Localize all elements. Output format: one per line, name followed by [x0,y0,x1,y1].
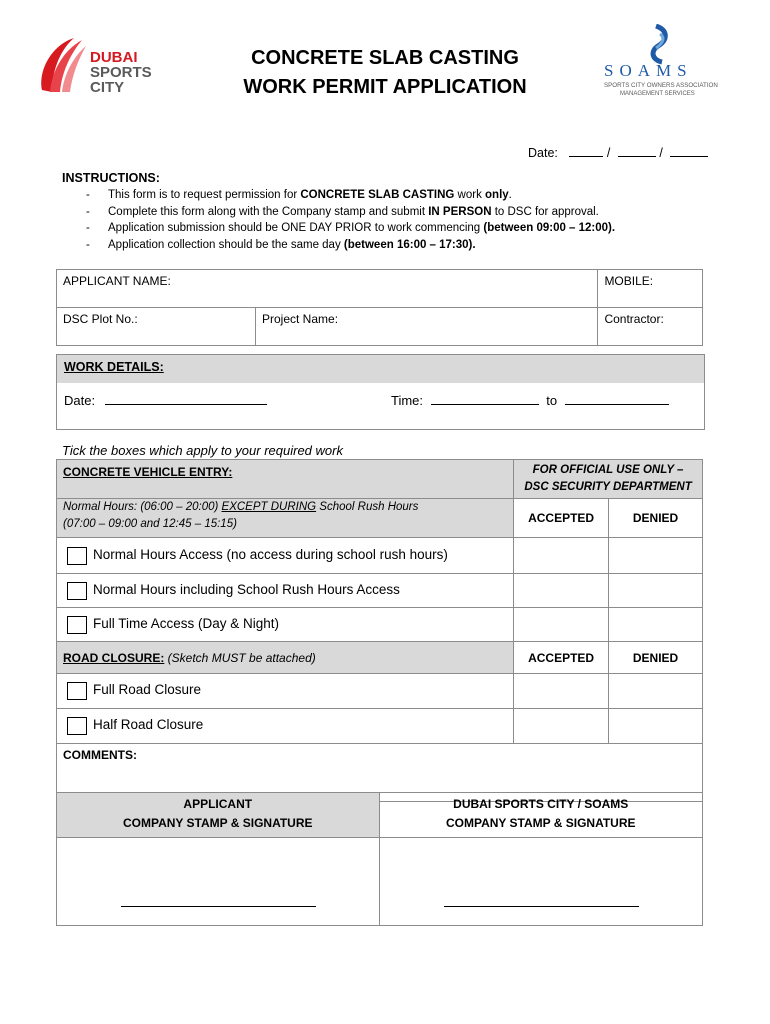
road-denied-header: DENIED [609,642,703,674]
date-year-field[interactable] [670,144,708,157]
denied-cell[interactable] [609,608,703,642]
work-details-box [56,354,705,430]
application-date: Date: / / [528,144,708,160]
time-from-field[interactable] [431,392,539,405]
project-name-field[interactable]: Project Name: [256,308,598,346]
normal-hours-checkbox[interactable] [67,547,87,565]
svg-text:SOAMS: SOAMS [604,61,693,80]
option-full-time: Full Time Access (Day & Night) [57,608,514,642]
mobile-field[interactable]: MOBILE: [598,270,703,308]
rush-hours-checkbox[interactable] [67,582,87,600]
option-half-road-closure: Half Road Closure [57,709,514,744]
full-time-checkbox[interactable] [67,616,87,634]
option-rush-hours: Normal Hours including School Rush Hours Access [57,574,514,608]
instructions-heading: INSTRUCTIONS: [62,171,160,185]
full-road-closure-checkbox[interactable] [67,682,87,700]
denied-cell[interactable] [609,574,703,608]
accepted-cell[interactable] [514,574,609,608]
official-use-heading: FOR OFFICIAL USE ONLY – DSC SECURITY DEPARTMENT [514,460,703,499]
option-full-road-closure: Full Road Closure [57,674,514,709]
permit-options-table [56,459,703,802]
date-month-field[interactable] [618,144,656,157]
dsc-signature-heading: DUBAI SPORTS CITY / SOAMS COMPANY STAMP & SIGNATURE [379,793,703,838]
svg-text:SPORTS: SPORTS [90,64,152,81]
applicant-signature-heading: APPLICANT COMPANY STAMP & SIGNATURE [57,793,380,838]
svg-text:DUBAI: DUBAI [90,49,138,66]
svg-text:CITY: CITY [90,79,125,96]
option-normal-hours: Normal Hours Access (no access during school rush hours) [57,538,514,574]
denied-cell[interactable] [609,709,703,744]
plot-number-field[interactable]: DSC Plot No.: [57,308,256,346]
work-time: Time: to [391,392,669,408]
normal-hours-note: Normal Hours: (06:00 – 20:00) EXCEPT DURING School Rush Hours (07:00 – 09:00 and 12:45 – 15:15) [57,499,514,538]
vehicle-entry-heading-cell: CONCRETE VEHICLE ENTRY: [57,460,514,499]
accepted-cell[interactable] [514,674,609,709]
applicant-table [56,269,703,346]
accepted-cell[interactable] [514,538,609,574]
instruction-item: - Application collection should be the same day (between 16:00 – 17:30). [86,237,615,254]
instruction-item: - Application submission should be ONE DAY PRIOR to work commencing (between 09:00 – 12:00). [86,220,615,237]
comments-field[interactable]: COMMENTS: [57,744,703,802]
signatures-table [56,792,703,926]
instructions-list [86,187,615,253]
vehicle-accepted-header: ACCEPTED [514,499,609,538]
dsc-signature-area[interactable] [379,838,703,926]
applicant-signature-area[interactable] [57,838,380,926]
svg-text:SPORTS CITY OWNERS ASSOCIATION: SPORTS CITY OWNERS ASSOCIATION [604,82,718,89]
instruction-item: - Complete this form along with the Company stamp and submit IN PERSON to DSC for approval. [86,204,615,221]
road-closure-heading-cell: ROAD CLOSURE: (Sketch MUST be attached) [57,642,514,674]
dsc-signature-line [444,906,639,907]
contractor-field[interactable]: Contractor: [598,308,703,346]
work-details-heading: WORK DETAILS: [64,360,164,374]
work-date-field[interactable] [105,392,267,405]
tick-note: Tick the boxes which apply to your required work [62,443,343,458]
soams-logo [598,24,724,98]
half-road-closure-checkbox[interactable] [67,717,87,735]
time-to-field[interactable] [565,392,669,405]
accepted-cell[interactable] [514,709,609,744]
denied-cell[interactable] [609,538,703,574]
vehicle-denied-header: DENIED [609,499,703,538]
applicant-signature-line [121,906,316,907]
instruction-item: - This form is to request permission for CONCRETE SLAB CASTING work only. [86,187,615,204]
svg-text:MANAGEMENT SERVICES: MANAGEMENT SERVICES [620,91,695,97]
work-date: Date: [64,392,267,408]
date-day-field[interactable] [569,144,603,157]
accepted-cell[interactable] [514,608,609,642]
applicant-name-field[interactable]: APPLICANT NAME: [57,270,598,308]
dubai-sports-city-logo [32,30,192,100]
denied-cell[interactable] [609,674,703,709]
page-title: CONCRETE SLAB CASTING WORK PERMIT APPLICATION [243,47,527,98]
road-accepted-header: ACCEPTED [514,642,609,674]
